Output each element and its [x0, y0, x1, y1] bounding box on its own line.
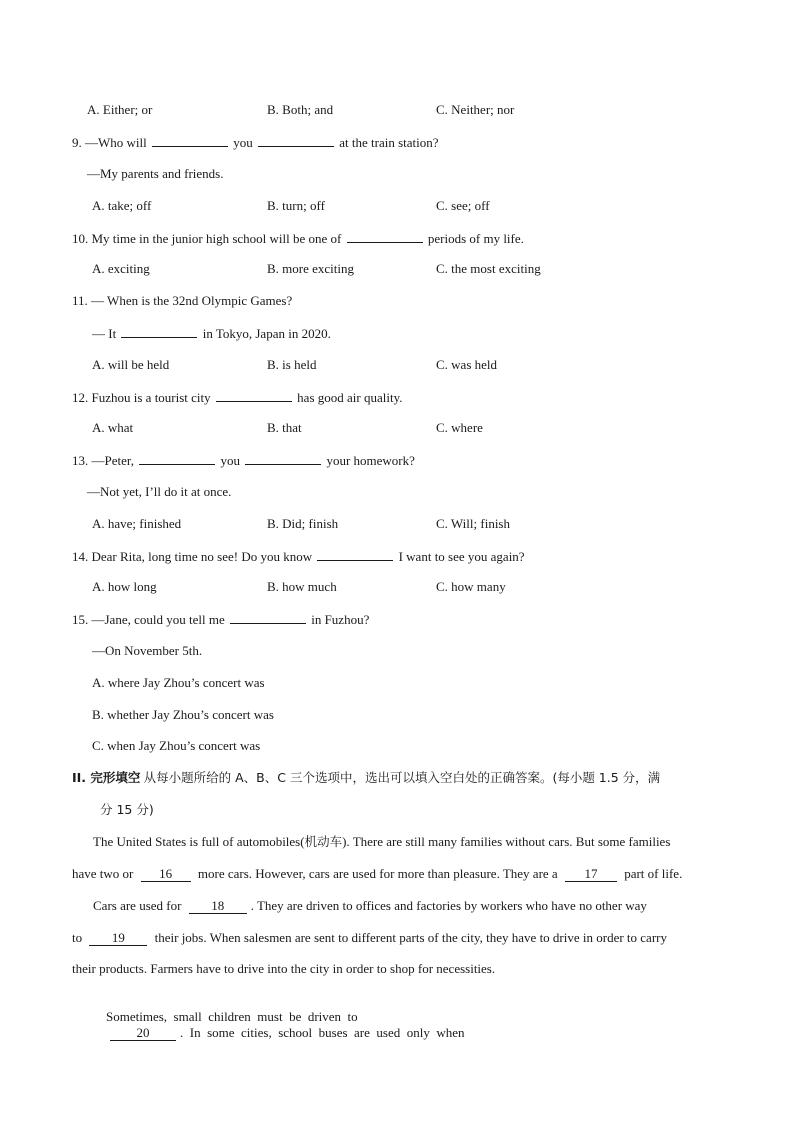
- q15-option-b[interactable]: B. whether Jay Zhou’s concert was: [92, 707, 274, 722]
- passage-p1-text: [93, 834, 670, 850]
- q14-stem: [72, 548, 525, 565]
- q11-option-a[interactable]: A. will be held: [92, 357, 170, 372]
- q15-reply: —On November 5th.: [92, 643, 203, 658]
- q12-option-c[interactable]: C. where: [436, 420, 483, 435]
- q9-option-c[interactable]: C. see; off: [436, 198, 490, 213]
- q13-reply: —Not yet, I’ll do it at once.: [87, 484, 232, 499]
- q13-option-c[interactable]: C. Will; finish: [436, 516, 510, 531]
- q13-text-2: you: [220, 453, 240, 468]
- q9-text-1: —Who will: [85, 135, 147, 150]
- cloze-blank-19[interactable]: 19: [89, 930, 147, 946]
- q12-option-b[interactable]: B. that: [267, 420, 302, 435]
- q11-reply-text-1: — It: [92, 326, 117, 341]
- q15-number: 15.: [72, 612, 89, 627]
- q8-option-b[interactable]: B. Both; and: [267, 102, 334, 117]
- q14-text-1: Dear Rita, long time no see! Do you know: [91, 549, 313, 564]
- q8-option-c[interactable]: C. Neither; nor: [436, 102, 515, 117]
- passage-p1-line2-text-c: part of life.: [624, 866, 683, 881]
- q10-number: 10.: [72, 231, 89, 246]
- q13-blank-2[interactable]: [245, 452, 321, 465]
- q14-number: 14.: [72, 549, 89, 564]
- passage-p1-line-1: [93, 834, 723, 850]
- passage-p2-line1-text-a: Cars are used for: [93, 898, 182, 913]
- section-2-instruction-line-2: 分 15 分): [100, 802, 154, 817]
- passage-p2-line1-text-b: . They are driven to offices and factories by workers who have no other way: [250, 898, 647, 913]
- q10-option-a[interactable]: A. exciting: [92, 261, 150, 276]
- q12-stem: [72, 389, 402, 406]
- section-2-instruction-line-1: 从每小题所给的 A、B、C 三个选项中，选出可以填入空白处的正确答案。(每小题 1.5 分，满: [143, 770, 661, 785]
- section-2-label: II. 完形填空: [72, 770, 141, 785]
- q9-reply: —My parents and friends.: [87, 166, 224, 181]
- q10-text-2: periods of my life.: [427, 231, 524, 246]
- q14-option-c[interactable]: C. how many: [436, 579, 506, 594]
- q14-option-b[interactable]: B. how much: [267, 579, 337, 594]
- q13-text-3: your homework?: [326, 453, 415, 468]
- q10-text-1: My time in the junior high school will be one of: [91, 231, 342, 246]
- q12-option-a[interactable]: A. what: [92, 420, 134, 435]
- q15-stem: [72, 611, 369, 628]
- q11-blank[interactable]: [121, 325, 197, 338]
- passage-p1-line2-text-b: more cars. However, cars are used for more than pleasure. They are a: [197, 866, 558, 881]
- passage-p3-line-1: [93, 993, 465, 1057]
- passage-p1-text-a: The United States is full of automobiles(: [93, 834, 305, 849]
- section-2-heading: [72, 770, 660, 786]
- q10-option-b[interactable]: B. more exciting: [267, 261, 355, 276]
- q13-number: 13.: [72, 453, 89, 468]
- q9-text-3: at the train station?: [339, 135, 439, 150]
- passage-p1-line2-text-a: have two or: [72, 866, 134, 881]
- q15-option-a[interactable]: A. where Jay Zhou’s concert was: [92, 675, 265, 690]
- q11-option-b[interactable]: B. is held: [267, 357, 317, 372]
- q10-stem: [72, 230, 524, 247]
- q13-blank-1[interactable]: [139, 452, 215, 465]
- q9-text-2: you: [233, 135, 253, 150]
- q11-reply-text-2: in Tokyo, Japan in 2020.: [202, 326, 331, 341]
- q13-option-a[interactable]: A. have; finished: [92, 516, 182, 531]
- q8-option-a[interactable]: A. Either; or: [87, 102, 153, 117]
- q13-text-1: —Peter,: [91, 453, 134, 468]
- cloze-blank-18[interactable]: 18: [189, 898, 247, 914]
- q11-text-1: — When is the 32nd Olympic Games?: [91, 293, 293, 308]
- passage-p3-line1-text-b: . In some cities, school buses are used only when: [180, 1025, 465, 1040]
- q14-text-2: I want to see you again?: [398, 549, 525, 564]
- q12-blank[interactable]: [216, 389, 292, 402]
- q9-number: 9.: [72, 135, 82, 150]
- passage-p1-line-2: [72, 866, 682, 882]
- passage-p2-line-1: [93, 898, 647, 914]
- cloze-blank-16[interactable]: 16: [141, 866, 191, 882]
- passage-p2-line2-text-b: their jobs. When salesmen are sent to different parts of the city, they have to drive in order to carry: [154, 930, 667, 945]
- q10-option-c[interactable]: C. the most exciting: [436, 261, 541, 276]
- q11-option-c[interactable]: C. was held: [436, 357, 498, 372]
- q14-option-a[interactable]: A. how long: [92, 579, 157, 594]
- q12-text-2: has good air quality.: [297, 390, 403, 405]
- cloze-blank-20[interactable]: 20: [110, 1025, 176, 1041]
- q15-text-2: in Fuzhou?: [311, 612, 370, 627]
- passage-p2-line2-text-a: to: [72, 930, 83, 945]
- q13-option-b[interactable]: B. Did; finish: [267, 516, 339, 531]
- q9-blank-2[interactable]: [258, 134, 334, 147]
- q9-option-b[interactable]: B. turn; off: [267, 198, 325, 213]
- q12-number: 12.: [72, 390, 89, 405]
- q12-text-1: Fuzhou is a tourist city: [91, 390, 211, 405]
- q15-text-1: —Jane, could you tell me: [91, 612, 225, 627]
- cloze-blank-17[interactable]: 17: [565, 866, 617, 882]
- q11-reply: [92, 325, 331, 342]
- q10-blank[interactable]: [347, 230, 423, 243]
- q9-option-a[interactable]: A. take; off: [92, 198, 152, 213]
- passage-p1-chinese-gloss: 机动车: [304, 834, 343, 849]
- passage-p2-line-3: their products. Farmers have to drive into the city in order to shop for necessities.: [72, 961, 496, 976]
- q9-stem: [72, 134, 439, 151]
- q11-stem: [72, 293, 292, 309]
- q13-stem: [72, 452, 415, 469]
- q15-option-c[interactable]: C. when Jay Zhou’s concert was: [92, 738, 261, 753]
- q14-blank[interactable]: [317, 548, 393, 561]
- passage-p2-line-2: [72, 930, 667, 946]
- q15-blank[interactable]: [230, 611, 306, 624]
- q9-blank-1[interactable]: [152, 134, 228, 147]
- q11-number: 11.: [72, 293, 88, 308]
- passage-p3-line1-text-a: Sometimes, small children must be driven to: [106, 1009, 358, 1024]
- passage-p1-text-b: ). There are still many families without cars. But some families: [342, 834, 671, 849]
